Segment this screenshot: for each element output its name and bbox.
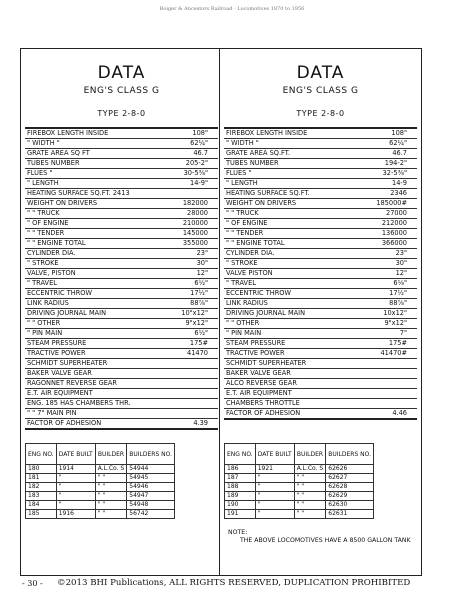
spec-label: CHAMBERS THROTTLE — [226, 399, 300, 407]
builder-cell: " " — [95, 501, 127, 510]
spec-value: 108" — [391, 129, 407, 137]
spec-row — [224, 379, 417, 389]
spec-value: 12" — [196, 269, 208, 277]
spec-value: 46.7 — [193, 149, 208, 157]
date-built-cell: " — [56, 492, 95, 501]
spec-value: 88⅞" — [389, 299, 407, 307]
spec-value: 7" — [399, 329, 407, 337]
spec-label: " LENGTH — [226, 179, 258, 187]
spec-label: " OF ENGINE — [27, 219, 69, 227]
spec-label: " LENGTH — [27, 179, 59, 187]
spec-label: WEIGHT ON DRIVERS — [226, 199, 297, 207]
spec-value: 30" — [196, 259, 208, 267]
spec-row — [224, 349, 417, 359]
spec-row — [25, 349, 218, 359]
note-text: THE ABOVE LOCOMOTIVES HAVE A 8500 GALLON TANK — [240, 537, 411, 544]
spec-value: 194-2" — [384, 159, 407, 167]
spec-label: TUBES NUMBER — [226, 159, 279, 167]
table-row — [26, 492, 175, 501]
spec-value: 46.7 — [392, 149, 407, 157]
spec-label: " WIDTH " — [226, 139, 259, 147]
spec-row — [25, 389, 218, 399]
card-type: TYPE 2-8-0 — [97, 109, 146, 118]
data-card-left — [20, 48, 223, 576]
spec-label: VALVE PISTON — [226, 269, 273, 277]
spec-value: 23" — [196, 249, 208, 257]
col-eng-no: ENG NO. — [225, 444, 256, 465]
spec-row — [224, 209, 417, 219]
spec-label: FLUES " — [226, 169, 252, 177]
table-row — [26, 483, 175, 492]
spec-row — [25, 229, 218, 239]
col-date-built: DATE BUILT — [56, 444, 95, 465]
spec-row — [224, 139, 417, 149]
table-row — [26, 474, 175, 483]
spec-row — [25, 269, 218, 279]
table-row — [26, 510, 175, 519]
spec-label: GRATE AREA SQ FT — [27, 149, 90, 157]
spec-rows — [224, 127, 417, 420]
spec-value: 6⅛" — [393, 279, 407, 287]
spec-label: FACTOR OF ADHESION — [27, 419, 102, 427]
spec-label: CYLINDER DIA. — [226, 249, 275, 257]
spec-row — [224, 289, 417, 299]
table-row — [225, 510, 374, 519]
spec-row — [224, 179, 417, 189]
table-row — [225, 483, 374, 492]
spec-row — [25, 279, 218, 289]
spec-row — [224, 299, 417, 309]
spec-row — [224, 259, 417, 269]
builder-cell: " " — [95, 510, 127, 519]
spec-label: TUBES NUMBER — [27, 159, 80, 167]
spec-value: 145000 — [182, 229, 208, 237]
card-subtitle: ENG'S CLASS G — [282, 86, 359, 96]
spec-row — [25, 219, 218, 229]
col-builders-no: BUILDERS NO. — [326, 444, 374, 465]
spec-label: LINK RADIUS — [226, 299, 268, 307]
spec-label: " PIN MAIN — [27, 329, 63, 337]
spec-value: 185000# — [376, 199, 407, 207]
builder-cell: " " — [294, 483, 326, 492]
date-built-cell: " — [255, 501, 294, 510]
eng-no-cell: 180 — [26, 465, 57, 474]
spec-row — [25, 319, 218, 329]
running-header: Boiger & Ancestors Railroad · Locomotives 1870 to 1956 — [159, 6, 305, 12]
builders-no-cell: 54945 — [127, 474, 175, 483]
spec-value: 62¼" — [389, 139, 407, 147]
date-built-cell: " — [255, 474, 294, 483]
builder-cell: " " — [294, 501, 326, 510]
eng-no-cell: 190 — [225, 501, 256, 510]
spec-row — [25, 289, 218, 299]
builders-no-cell: 62626 — [326, 465, 374, 474]
card-title: DATA — [97, 63, 146, 83]
spec-label: " " OTHER — [27, 319, 61, 327]
table-row — [26, 501, 175, 510]
spec-label: ENG. 185 HAS CHAMBERS THR. — [27, 399, 131, 407]
spec-row — [25, 169, 218, 179]
date-built-cell: " — [56, 483, 95, 492]
eng-no-cell: 183 — [26, 492, 57, 501]
eng-no-cell: 191 — [225, 510, 256, 519]
builder-cell: A.L.Co. S — [294, 465, 326, 474]
spec-label: " " OTHER — [226, 319, 260, 327]
spec-value: 175# — [189, 339, 208, 347]
spec-value: 41470 — [187, 349, 208, 357]
col-date-built: DATE BUILT — [255, 444, 294, 465]
spec-row — [25, 249, 218, 259]
engine-table — [224, 443, 374, 519]
col-eng-no: ENG NO. — [26, 444, 57, 465]
spec-value: 9"x12" — [185, 319, 208, 327]
spec-value: 182000 — [182, 199, 208, 207]
spec-label: " OF ENGINE — [226, 219, 268, 227]
card-type: TYPE 2-8-0 — [296, 109, 345, 118]
spec-row — [224, 409, 417, 420]
spec-label: GRATE AREA SQ.FT. — [226, 149, 291, 157]
builder-cell: " " — [294, 492, 326, 501]
spec-row — [224, 339, 417, 349]
spec-label: " " TRUCK — [27, 209, 60, 217]
spec-row — [25, 419, 218, 430]
note — [228, 529, 413, 545]
spec-label: TRACTIVE POWER — [27, 349, 86, 357]
spec-value: 175# — [388, 339, 407, 347]
builders-no-cell: 54946 — [127, 483, 175, 492]
col-builder: BUILDER — [294, 444, 326, 465]
spec-label: FACTOR OF ADHESION — [226, 409, 301, 417]
spec-row — [224, 399, 417, 409]
engine-table — [25, 443, 175, 519]
date-built-cell: " — [255, 483, 294, 492]
builders-no-cell: 62631 — [326, 510, 374, 519]
builder-cell: A.L.Co. S — [95, 465, 127, 474]
spec-row — [25, 379, 218, 389]
note-label: NOTE: — [228, 529, 248, 536]
spec-label: " " TRUCK — [226, 209, 259, 217]
table-row — [26, 465, 175, 474]
spec-label: STEAM PRESSURE — [226, 339, 286, 347]
spec-label: ALCO REVERSE GEAR — [226, 379, 297, 387]
col-builders-no: BUILDERS NO. — [127, 444, 175, 465]
eng-no-cell: 189 — [225, 492, 256, 501]
spec-label: " WIDTH " — [27, 139, 60, 147]
spec-row — [224, 249, 417, 259]
spec-value: 136000 — [381, 229, 407, 237]
spec-row — [25, 309, 218, 319]
spec-label: BAKER VALVE GEAR — [226, 369, 291, 377]
spec-row — [25, 259, 218, 269]
spec-value: 366000 — [381, 239, 407, 247]
builders-no-cell: 54947 — [127, 492, 175, 501]
spec-label: CYLINDER DIA. — [27, 249, 76, 257]
builders-no-cell: 54948 — [127, 501, 175, 510]
spec-row — [224, 229, 417, 239]
card-subtitle: ENG'S CLASS G — [83, 86, 160, 96]
spec-value: 205-2" — [185, 159, 208, 167]
copyright-notice: ©2013 BHI Publications, ALL RIGHTS RESERVED, DUPLICATION PROHIBITED — [57, 578, 411, 588]
spec-row — [25, 369, 218, 379]
builders-no-cell: 62630 — [326, 501, 374, 510]
eng-no-cell: 182 — [26, 483, 57, 492]
spec-rows — [25, 127, 218, 430]
spec-label: LINK RADIUS — [27, 299, 69, 307]
spec-value: 12" — [395, 269, 407, 277]
eng-no-cell: 184 — [26, 501, 57, 510]
spec-row — [25, 179, 218, 189]
spec-value: 355000 — [182, 239, 208, 247]
builders-no-cell: 62629 — [326, 492, 374, 501]
spec-row — [25, 339, 218, 349]
spec-row — [25, 399, 218, 409]
spec-value: 210000 — [182, 219, 208, 227]
spec-row — [224, 169, 417, 179]
builders-no-cell: 56742 — [127, 510, 175, 519]
date-built-cell: " — [56, 474, 95, 483]
spec-row — [25, 329, 218, 339]
eng-no-cell: 185 — [26, 510, 57, 519]
spec-value: 10"x12" — [181, 309, 208, 317]
spec-row — [25, 209, 218, 219]
table-row — [225, 492, 374, 501]
table-row — [225, 465, 374, 474]
builder-cell: " " — [95, 492, 127, 501]
spec-label: VALVE, PISTON — [27, 269, 76, 277]
eng-no-cell: 188 — [225, 483, 256, 492]
page-number: - 30 - — [22, 579, 43, 588]
spec-label: " " ENGINE TOTAL — [226, 239, 285, 247]
spec-row — [25, 159, 218, 169]
table-row — [225, 501, 374, 510]
spec-label: " " TENDER — [27, 229, 65, 237]
spec-row — [25, 239, 218, 249]
page-footer — [0, 579, 464, 593]
spec-row — [224, 369, 417, 379]
spec-value: 6½" — [194, 279, 208, 287]
spec-label: E.T. AIR EQUIPMENT — [226, 389, 292, 397]
spec-label: WEIGHT ON DRIVERS — [27, 199, 98, 207]
spec-label: BAKER VALVE GEAR — [27, 369, 92, 377]
spec-row — [224, 159, 417, 169]
date-built-cell: " — [56, 501, 95, 510]
spec-label: E.T. AIR EQUIPMENT — [27, 389, 93, 397]
spec-label: " TRAVEL — [27, 279, 57, 287]
eng-no-cell: 186 — [225, 465, 256, 474]
spec-label: FIREBOX LENGTH INSIDE — [226, 129, 308, 137]
spec-label: ECCENTRIC THROW — [27, 289, 93, 297]
builders-no-cell: 62628 — [326, 483, 374, 492]
card-title: DATA — [296, 63, 345, 83]
spec-value: 30" — [395, 259, 407, 267]
spec-value: 2346 — [390, 189, 407, 197]
date-built-cell: 1921 — [255, 465, 294, 474]
table-row — [225, 474, 374, 483]
date-built-cell: " — [255, 492, 294, 501]
date-built-cell: 1916 — [56, 510, 95, 519]
spec-label: RAGONNET REVERSE GEAR — [27, 379, 117, 387]
spec-value: 30-5⅜" — [183, 169, 208, 177]
spec-label: DRIVING JOURNAL MAIN — [27, 309, 107, 317]
spec-value: 212000 — [381, 219, 407, 227]
spec-row — [224, 389, 417, 399]
date-built-cell: " — [255, 510, 294, 519]
spec-value: 9"x12" — [384, 319, 407, 327]
spec-label: " " 7" MAIN PIN — [27, 409, 77, 417]
spec-label: HEATING SURFACE SQ.FT. — [226, 189, 310, 197]
builders-no-cell: 54944 — [127, 465, 175, 474]
spec-row — [25, 299, 218, 309]
builder-cell: " " — [294, 510, 326, 519]
spec-value: 14-9" — [190, 179, 208, 187]
spec-value: 23" — [395, 249, 407, 257]
eng-no-cell: 187 — [225, 474, 256, 483]
spec-label: " TRAVEL — [226, 279, 256, 287]
spec-row — [25, 189, 218, 199]
spec-value: 62¼" — [190, 139, 208, 147]
spec-label: " STROKE — [27, 259, 59, 267]
spec-row — [25, 139, 218, 149]
spec-row — [224, 359, 417, 369]
spec-label: " STROKE — [226, 259, 258, 267]
spec-value: 41470# — [380, 349, 407, 357]
spec-value: 88⅞" — [190, 299, 208, 307]
spec-row — [224, 269, 417, 279]
builder-cell: " " — [95, 474, 127, 483]
spec-row — [25, 409, 218, 419]
date-built-cell: 1914 — [56, 465, 95, 474]
col-builder: BUILDER — [95, 444, 127, 465]
spec-row — [224, 309, 417, 319]
spec-row — [224, 199, 417, 209]
spec-value: 32-5⅜" — [382, 169, 407, 177]
builder-cell: " " — [294, 474, 326, 483]
spec-value: 108" — [192, 129, 208, 137]
spec-row — [224, 239, 417, 249]
spec-value: 4.39 — [193, 419, 208, 427]
spec-label: TRACTIVE POWER — [226, 349, 285, 357]
spec-label: SCHMIDT SUPERHEATER — [27, 359, 108, 367]
spec-label: " " ENGINE TOTAL — [27, 239, 86, 247]
spec-label: DRIVING JOURNAL MAIN — [226, 309, 306, 317]
spec-row — [25, 359, 218, 369]
eng-no-cell: 181 — [26, 474, 57, 483]
spec-label: " PIN MAIN — [226, 329, 262, 337]
spec-label: FLUES " — [27, 169, 53, 177]
spec-value: 14-9 — [392, 179, 407, 187]
spec-row — [224, 279, 417, 289]
spec-row — [25, 127, 218, 139]
spec-row — [224, 189, 417, 199]
spec-value: 4.46 — [392, 409, 407, 417]
spec-label: HEATING SURFACE SQ.FT. 2413 — [27, 189, 130, 197]
spec-row — [224, 149, 417, 159]
spec-row — [25, 149, 218, 159]
spec-value: 17½" — [389, 289, 407, 297]
spec-label: STEAM PRESSURE — [27, 339, 87, 347]
spec-label: ECCENTRIC THROW — [226, 289, 292, 297]
data-card-right — [219, 48, 422, 576]
builders-no-cell: 62627 — [326, 474, 374, 483]
spec-value: 28000 — [187, 209, 208, 217]
spec-label: FIREBOX LENGTH INSIDE — [27, 129, 109, 137]
spec-row — [224, 329, 417, 339]
spec-label: " " TENDER — [226, 229, 264, 237]
spec-value: 6½" — [194, 329, 208, 337]
spec-value: 27000 — [386, 209, 407, 217]
builder-cell: " " — [95, 483, 127, 492]
spec-row — [224, 219, 417, 229]
spec-row — [25, 199, 218, 209]
spec-row — [224, 127, 417, 139]
spec-row — [224, 319, 417, 329]
spec-value: 17½" — [190, 289, 208, 297]
spec-label: SCHMIDT SUPERHEATER — [226, 359, 307, 367]
spec-value: 10x12" — [383, 309, 407, 317]
